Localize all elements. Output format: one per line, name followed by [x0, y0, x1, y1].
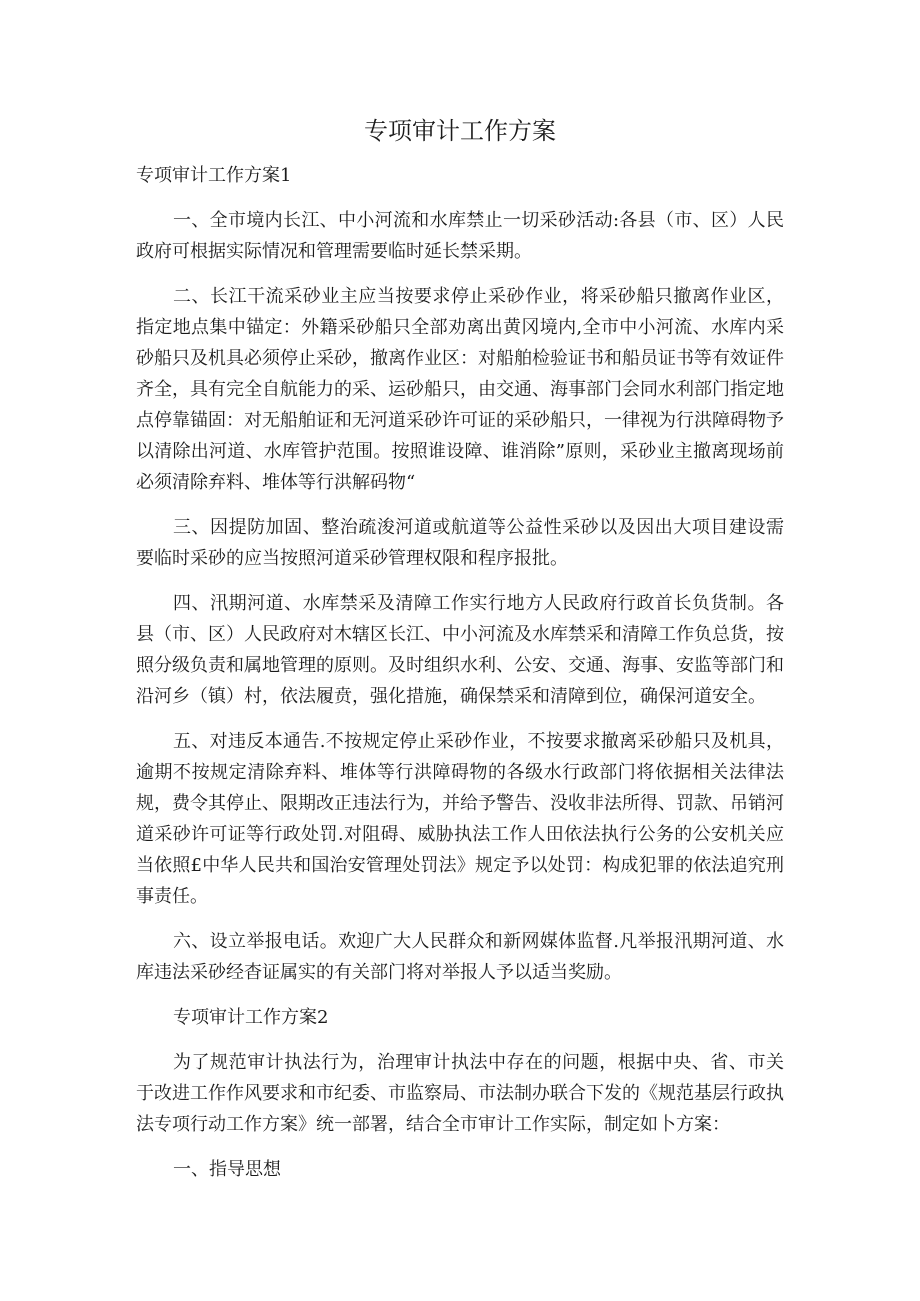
- paragraph: 五、对违反本通告.不按规定停止采砂作业，不按要求撤离采砂船只及机具，逾期不按规定清除弃料、堆体等行洪障碍物的各级水行政部门将依据相关法律法规，费令其停止、限期改正违法行为，并给予警告、没收非法所得、罚款、吊销河道采砂许可证等行政处罚.对阻碍、威胁执法工作人田依法执行公务的公安机关应当依照£中华人民共和国治安管理处罚法》规定予以处罚：构成犯罪的依法追究刑事责任。: [136, 731, 784, 907]
- paragraph: 三、因提防加固、整治疏浚河道或航道等公益性采砂以及因出大项目建设需要临时采砂的应当按照河道采砂管理权限和程序报批。: [136, 517, 784, 569]
- document-title: 专项审计工作方案: [364, 117, 556, 145]
- paragraph: 二、长江干流采砂业主应当按要求停止采砂作业，将采砂船只撤离作业区，指定地点集中锚定：外籍采砂船只全部劝离出黄冈境内,全市中小河流、水库内采砂船只及机具必须停止采砂，撤离作业区：对船舶检验证书和船员证书等有效证件齐全，具有完全自航能力的采、运砂船只，由交通、海事部门会同水利部门指定地点停靠锚固：对无船舶证和无河道采砂许可证的采砂船只，一律视为行洪障碍物予以清除出河道、水库管护范围。按照谁设障、谁消除”原则，采砂业主撤离现场前必须清除弃料、堆体等行洪解码物“: [136, 286, 784, 493]
- paragraph: 四、汛期河道、水库禁采及清障工作实行地方人民政府行政首长负货制。各县（市、区）人民政府对木辖区长江、中小河流及水库禁采和清障工作负总货，按照分级负责和属地管理的原则。及时组织水利、公安、交通、海事、安监等部门和沿河乡（镇）村，依法履贲，强化措施，确保禁采和清障到位，确保河道安全。: [136, 593, 784, 707]
- paragraph: 为了规范审计执法行为，治理审计执法中存在的问题，根据中央、省、市关于改进工作作风要求和市纪委、市监察局、市法制办联合下发的《规范基层行政执法专项行动工作方案》统一部署，结合全市审计工作实际，制定如卜方案：: [136, 1052, 784, 1135]
- subsection-heading: 一、指导思想: [173, 1159, 281, 1180]
- section-heading-1: 专项审计工作方案1: [136, 165, 292, 186]
- section-heading-2: 专项审计工作方案2: [173, 1007, 329, 1028]
- paragraph: 一、全市境内长江、中小河流和水库禁止一切采砂活动:各县（市、区）人民政府可根据实际情况和管理需要临时延长禁采期。: [136, 210, 784, 262]
- document-body: [136, 160, 784, 1199]
- paragraph: 六、设立举报电话。欢迎广大人民群众和新网媒体监督.凡举报汛期河道、水库违法采砂经杳证属实的有关部门将对举报人予以适当奖励。: [136, 931, 784, 983]
